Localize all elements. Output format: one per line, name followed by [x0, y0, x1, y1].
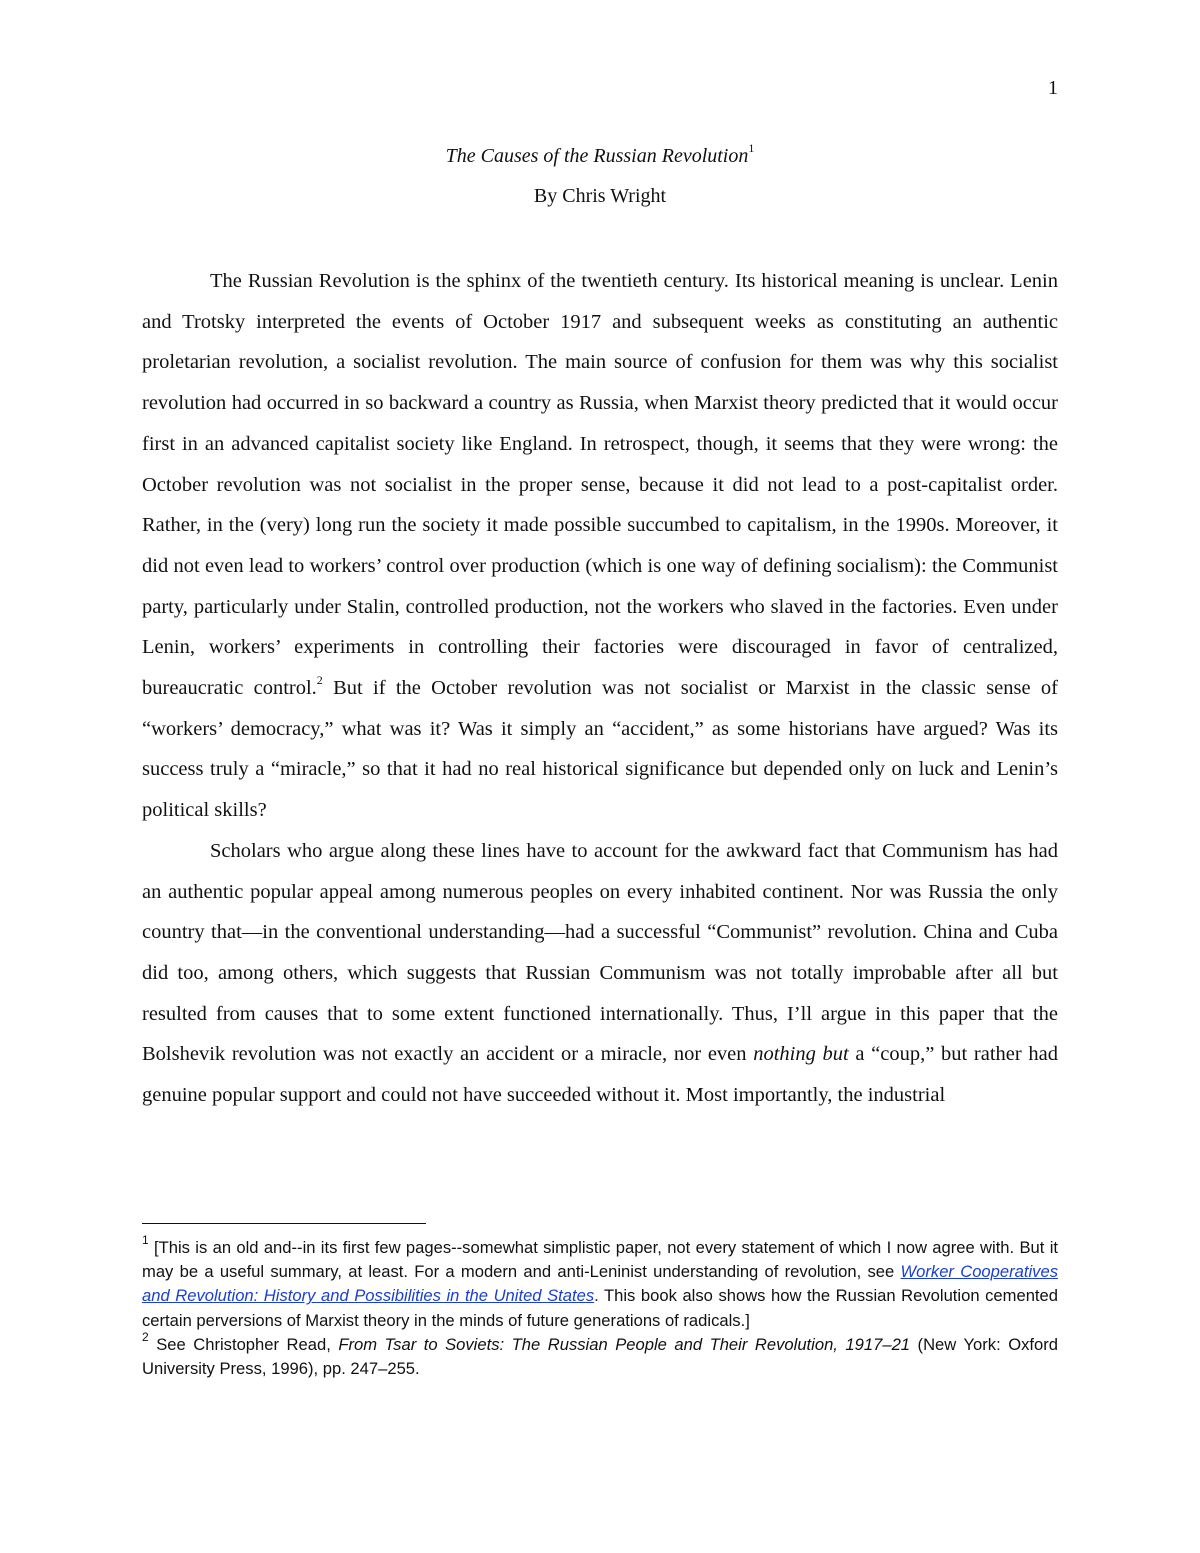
title-text: The Causes of the Russian Revolution [445, 145, 749, 167]
emphasis-text: nothing but [753, 1043, 849, 1066]
page-number: 1 [1048, 77, 1058, 99]
footnote-ref-1[interactable]: 1 [748, 141, 755, 156]
footnote-2 [142, 1330, 1058, 1381]
footnotes [142, 1233, 1058, 1381]
paragraph-2-text-a: Scholars who argue along these lines have to account for the awkward fact that Communism has had an authentic popular appeal among numerous peoples on every inhabited continent. Nor was Russia the only country that—in the conventional understanding—had a successful “Communist” revolution. China and Cuba did too, among others, which suggests that Russian Communism was not totally improbable after all but resulted from causes that to some extent functioned internationally. Thus, I’ll argue in this paper that the Bolshevik revolution was not exactly an accident or a miracle, nor even [142, 839, 1058, 1066]
footnote-divider [142, 1223, 426, 1224]
paragraph-1 [142, 261, 1058, 831]
footnote-1-text-b: . This book also shows how the Russian Revolution cemented certain perversions of Marxist theory in the minds of future generations of radicals.] [142, 1286, 1058, 1330]
byline: By Chris Wright [533, 185, 667, 207]
paragraph-1-text-a: The Russian Revolution is the sphinx of the twentieth century. Its historical meaning is unclear. Lenin and Trotsky interpreted the events of October 1917 and subsequent weeks as constituting an authentic proletarian revolution, a socialist revolution. The main source of confusion for them was why this socialist revolution had occurred in so backward a country as Russia, when Marxist theory predicted that it would occur first in an advanced capitalist society like England. In retrospect, though, it seems that they were wrong: the October revolution was not socialist in the proper sense, because it did not lead to a post-capitalist order. Rather, in the (very) long run the society it made possible succumbed to capitalism, in the 1990s. Moreover, it did not even lead to workers’ control over production (which is one way of defining socialism): the Communist party, particularly under Stalin, controlled production, not the workers who slaved in the factories. Even under Lenin, workers’ experiments in controlling their factories were discouraged in favor of centralized, bureaucratic control. [142, 270, 1058, 700]
footnote-1-text-a: [This is an old and--in its first few pages--somewhat simplistic paper, not every statement of which I now agree with. But it may be a useful summary, at least. For a modern and anti-Leninist understanding of revolution, see [142, 1238, 1058, 1282]
footnote-ref-2[interactable]: 2 [316, 673, 323, 688]
book-link[interactable]: Worker Cooperatives and Revolution: History and Possibilities in the United States [142, 1262, 1058, 1306]
footnote-2-text-a: See Christopher Read, [148, 1334, 339, 1354]
body-text [142, 261, 1058, 1116]
document-title [142, 141, 1058, 168]
footnote-1-marker: 1 [142, 1233, 149, 1248]
footnote-2-marker: 2 [142, 1330, 149, 1345]
paragraph-2-text-b: a “coup,” but rather had genuine popular support and could not have succeeded without it. Most importantly, the industrial [142, 1043, 1058, 1107]
paragraph-1-text-b: But if the October revolution was not socialist or Marxist in the classic sense of “workers’ democracy,” what was it? Was it simply an “accident,” as some historians have argued? Was its success truly a “miracle,” so that it had no real historical significance but depended only on luck and Lenin’s political skills? [142, 677, 1058, 822]
citation-title: From Tsar to Soviets: The Russian People and Their Revolution, 1917–21 [338, 1334, 911, 1354]
paragraph-2 [142, 831, 1058, 1116]
footnote-1 [142, 1233, 1058, 1333]
footnote-2-text-b: (New York: Oxford University Press, 1996), pp. 247–255. [142, 1334, 1058, 1379]
